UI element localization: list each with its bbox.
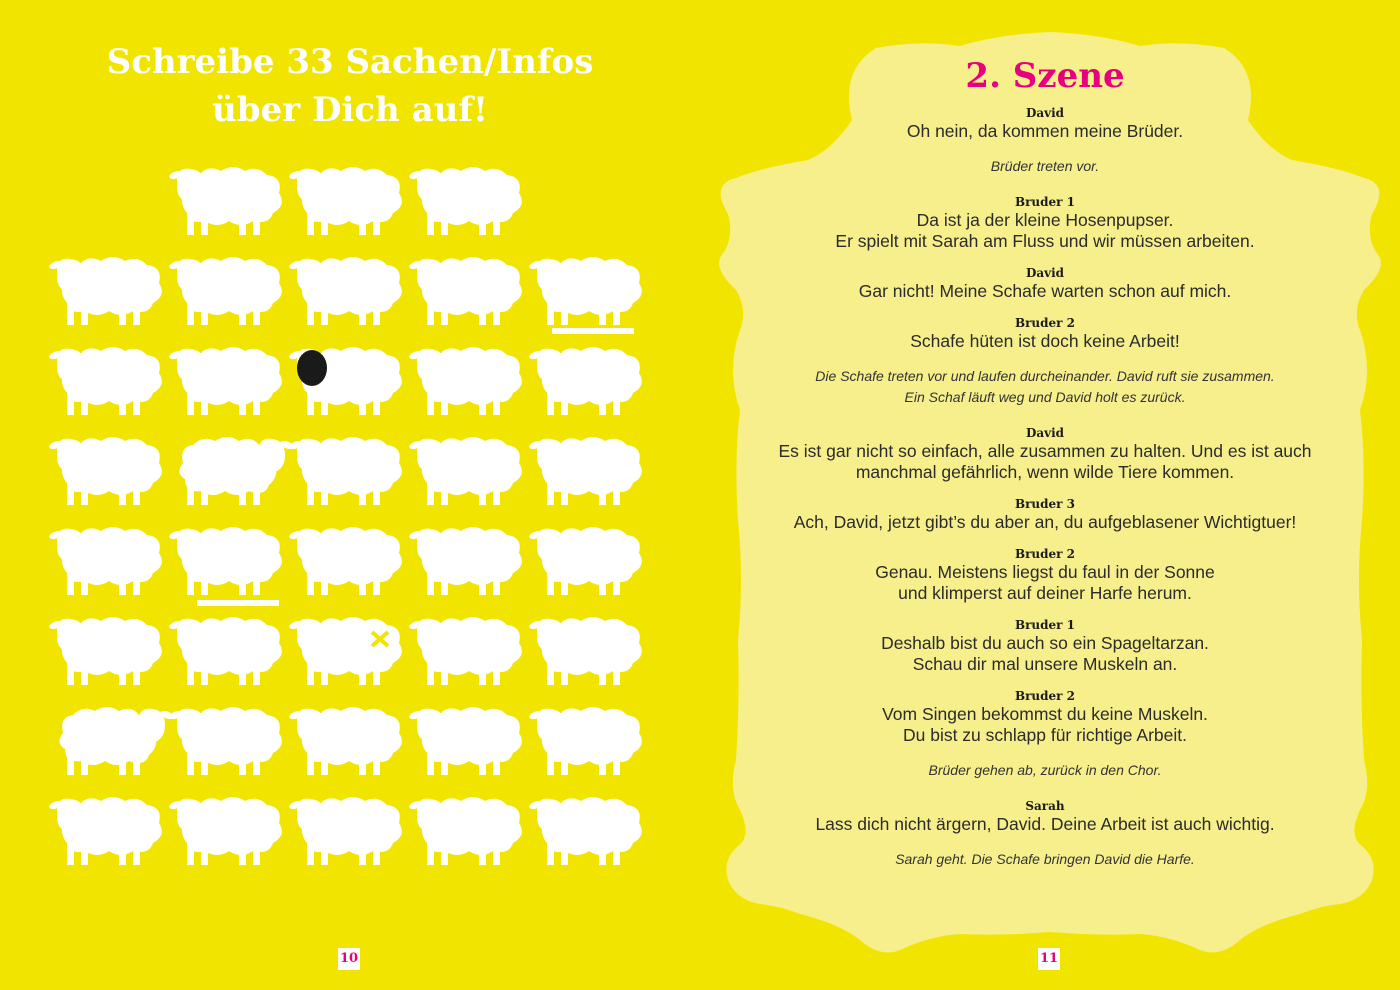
stage-direction-line: Ein Schaf läuft weg und David holt es zurück. [904, 389, 1186, 405]
dialogue-line: Vom Singen bekommst du keine Muskeln. [882, 704, 1208, 724]
dialogue-block [760, 106, 1330, 142]
right-page [700, 0, 1400, 990]
speaker-name: Bruder 2 [1014, 547, 1076, 561]
sheep-icon [288, 527, 402, 595]
sheep-icon [179, 437, 294, 505]
sheep-icon [48, 797, 162, 865]
speaker-name: Bruder 3 [1014, 497, 1076, 511]
dialogue-block [760, 547, 1330, 604]
sheep-icon [528, 707, 642, 775]
dialogue-line: Du bist zu schlapp für richtige Arbeit. [902, 725, 1188, 745]
dialogue-line: Lass dich nicht ärgern, David. Deine Arbeit ist auch wichtig. [815, 814, 1275, 834]
black-sheep-head-icon [297, 350, 327, 386]
sheep-icon [288, 257, 402, 325]
sheep-icon [59, 707, 174, 775]
stage-direction: Brüder treten vor. [990, 158, 1100, 174]
sheep-icon [168, 707, 282, 775]
dialogue-line: Schau dir mal unsere Muskeln an. [912, 654, 1178, 674]
dialogue-block [760, 266, 1330, 302]
page-number-left: 10 [338, 948, 360, 970]
sheep-icon [528, 437, 642, 505]
sheep-icon [408, 527, 522, 595]
sheep-icon [48, 347, 162, 415]
sheep-icon [48, 257, 162, 325]
dialogue-line: Genau. Meistens liegst du faul in der Sonne [875, 562, 1215, 582]
dialogue-line: Schafe hüten ist doch keine Arbeit! [910, 331, 1180, 351]
sheep-icon [288, 167, 402, 235]
sheep-icon [48, 437, 162, 505]
dialogue-line: manchmal gefährlich, wenn wilde Tiere kommen. [855, 462, 1235, 482]
speaker-name: David [1025, 426, 1065, 440]
speaker-name: Bruder 2 [1014, 316, 1076, 330]
speaker-name: Sarah [1025, 799, 1065, 813]
stage-direction: Sarah geht. Die Schafe bringen David die Harfe. [895, 851, 1195, 867]
scene-title: 2. Szene [965, 56, 1125, 96]
sheep-icon [168, 797, 282, 865]
scene-script [760, 52, 1330, 888]
dialogue-block [760, 618, 1330, 675]
dialogue-line: Gar nicht! Meine Schafe warten schon auf mich. [858, 281, 1232, 301]
heading-line-1: Schreibe 33 Sachen/Infos [106, 42, 594, 82]
sheep-icon [168, 527, 282, 595]
dialogue-line: Oh nein, da kommen meine Brüder. [906, 121, 1184, 141]
sheep-icon [288, 437, 402, 505]
sheep-icon [288, 617, 402, 685]
dialogue-line: Da ist ja der kleine Hosenpupser. [916, 210, 1174, 230]
sheep-icon [408, 347, 522, 415]
speaker-name: Bruder 1 [1014, 195, 1076, 209]
sheep-icon [408, 167, 522, 235]
speaker-name: David [1025, 106, 1065, 120]
sheep-icon [528, 257, 642, 325]
sheep-icon [48, 527, 162, 595]
dialogue-block [760, 497, 1330, 533]
fallen-sheep-legs-icon [197, 600, 279, 606]
sheep-icon [48, 617, 162, 685]
sheep-icon [168, 167, 282, 235]
stage-direction: Brüder gehen ab, zurück in den Chor. [928, 762, 1162, 778]
speaker-name: Bruder 1 [1014, 618, 1076, 632]
stage-direction [760, 366, 1330, 408]
sheep-icon [528, 797, 642, 865]
sheep-icon [408, 437, 522, 505]
sheep-icon [168, 347, 282, 415]
dialogue-block [760, 316, 1330, 352]
sheep-icon [168, 617, 282, 685]
dialogue-line: und klimperst auf deiner Harfe herum. [898, 583, 1192, 603]
sheep-icon [288, 797, 402, 865]
stage-direction-line: Die Schafe treten vor und laufen durcheinander. David ruft sie zusammen. [815, 368, 1275, 384]
dialogue-line: Ach, David, jetzt gibt’s du aber an, du aufgeblasener Wichtigtuer! [793, 512, 1297, 532]
sheep-icon [528, 347, 642, 415]
dialogue-block [760, 195, 1330, 252]
speaker-name: David [1025, 266, 1065, 280]
sheep-icon [408, 707, 522, 775]
sheep-icon [168, 257, 282, 325]
page-number-right: 11 [1038, 948, 1060, 970]
sheep-icon [528, 617, 642, 685]
dialogue-block [760, 799, 1330, 835]
dialogue-line: Deshalb bist du auch so ein Spageltarzan. [881, 633, 1209, 653]
fallen-sheep-legs-icon [552, 328, 634, 334]
heading-line-2: über Dich auf! [212, 90, 488, 130]
dialogue-block [760, 689, 1330, 746]
dialogue-line: Er spielt mit Sarah am Fluss und wir müssen arbeiten. [835, 231, 1255, 251]
sheep-icon [528, 527, 642, 595]
dialogue-line: Es ist gar nicht so einfach, alle zusammen zu halten. Und es ist auch [778, 441, 1312, 461]
sheep-icon [288, 707, 402, 775]
sheep-icon [408, 257, 522, 325]
dialogue-block [760, 426, 1330, 483]
speaker-name: Bruder 2 [1014, 689, 1076, 703]
sheep-icon [408, 797, 522, 865]
sheep-icon [408, 617, 522, 685]
